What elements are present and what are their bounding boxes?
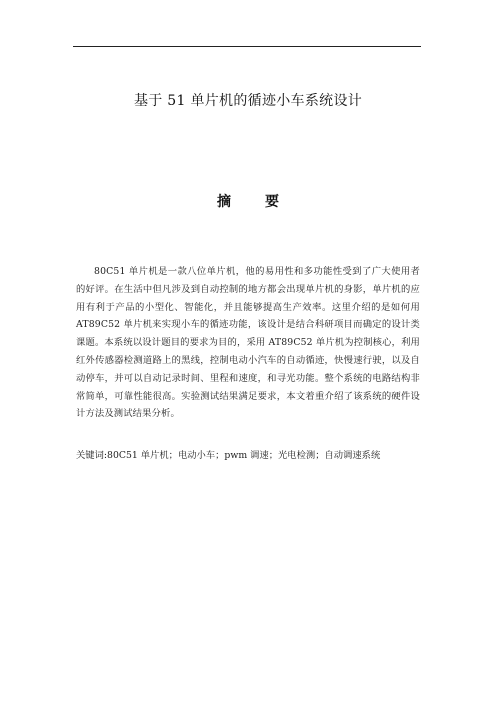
header-rule	[73, 46, 421, 47]
abstract-heading: 摘 要	[217, 194, 289, 210]
abstract-text: 80C51 单片机是一款八位单片机，他的易用性和多功能性受到了广大使用者的好评。在生活中但凡涉及到自动控制的地方都会出现单片机的身影，单片机的应用有利于产品的小型化、智能化，并且能够提高生产效率。这里介绍的是如何用 AT89C52 单片机来实现小车的循迹功能，该设计是结合科研项目而确定的设计类课题。本系统以设计题目的要求为目的，采用 AT89C52 单片机为控制核心，利用红外传感器检测道路上的黑线，控制电动小汽车的自动循迹，快慢速行驶，以及自动停车，并可以自动记录时间、里程和速度，和寻光功能。整个系统的电路结构非常简单，可靠性能很高。实验测试结果满足要求，本文着重介绍了该系统的硬件设计方法及测试结果分析。	[76, 266, 420, 420]
keywords-line	[76, 449, 420, 463]
keywords-label: 关键词:	[76, 450, 108, 461]
abstract-paragraph	[76, 263, 420, 423]
keywords-text: 80C51 单片机；电动小车；pwm 调速；光电检测；自动调速系统	[107, 450, 381, 461]
document-title: 基于 51 单片机的循迹小车系统设计	[133, 93, 363, 109]
